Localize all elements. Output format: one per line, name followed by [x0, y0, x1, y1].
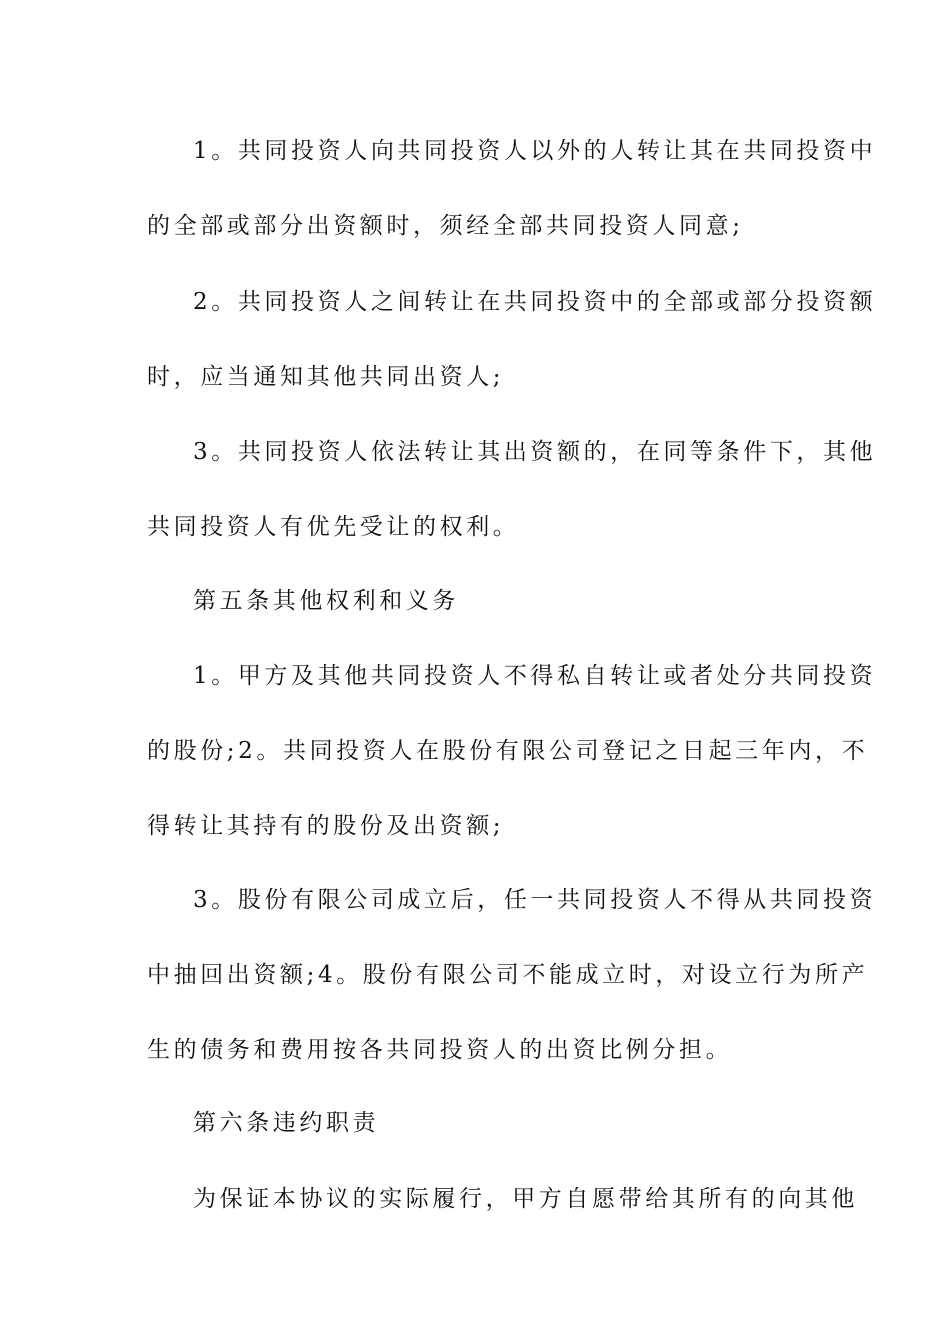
paragraph-line: 3。共同投资人依法转让其出资额的，在同等条件下，其他 — [193, 439, 877, 465]
paragraph-line: 1。共同投资人向共同投资人以外的人转让其在共同投资中 — [193, 138, 877, 164]
paragraph-line: 生的债务和费用按各共同投资人的出资比例分担。 — [147, 1037, 733, 1063]
paragraph-line: 的全部或部分出资额时，须经全部共同投资人同意; — [147, 213, 744, 239]
paragraph-line: 2。共同投资人之间转让在共同投资中的全部或部分投资额 — [193, 289, 877, 315]
section-heading: 第六条违约职责 — [193, 1110, 380, 1136]
paragraph-line: 为保证本协议的实际履行，甲方自愿带给其所有的向其他 — [193, 1186, 858, 1212]
paragraph-line: 3。股份有限公司成立后，任一共同投资人不得从共同投资 — [193, 887, 877, 913]
paragraph-line: 中抽回出资额;4。股份有限公司不能成立时，对设立行为所产 — [147, 962, 869, 988]
paragraph-line: 时，应当通知其他共同出资人; — [147, 364, 505, 390]
paragraph-line: 得转让其持有的股份及出资额; — [147, 813, 505, 839]
paragraph-line: 1。甲方及其他共同投资人不得私自转让或者处分共同投资 — [193, 663, 877, 689]
paragraph-line: 的股份;2。共同投资人在股份有限公司登记之日起三年内，不 — [147, 738, 869, 764]
paragraph-line: 共同投资人有优先受让的权利。 — [147, 514, 520, 540]
section-heading: 第五条其他权利和义务 — [193, 588, 459, 614]
